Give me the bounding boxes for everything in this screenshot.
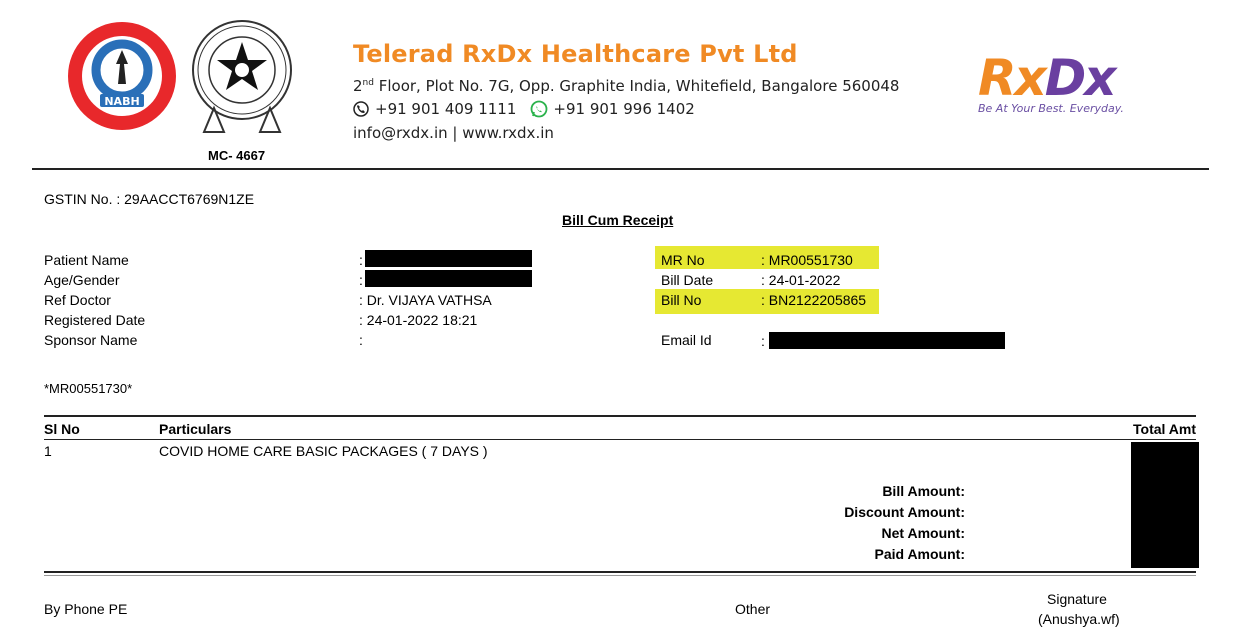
ref-doctor-label: Ref Doctor <box>44 292 111 308</box>
age-gender-label: Age/Gender <box>44 272 120 288</box>
patient-name-colon: : <box>359 252 363 268</box>
discount-amount-label: Discount Amount: <box>844 504 965 520</box>
row-slno: 1 <box>44 443 52 459</box>
company-contact: info@rxdx.in | www.rxdx.in <box>353 124 554 142</box>
bill-date-value: : 24-01-2022 <box>761 272 841 288</box>
bill-date-label: Bill Date <box>661 272 714 288</box>
address-floor-suffix: nd <box>362 78 374 88</box>
bill-amount-label: Bill Amount: <box>882 483 965 499</box>
registered-date-label: Registered Date <box>44 312 146 328</box>
rxdx-logo-part-rx: Rx <box>978 49 1045 107</box>
email-id-colon: : <box>761 333 765 349</box>
address-floor-number: 2 <box>353 77 363 95</box>
nabh-text: NABH <box>104 95 140 108</box>
sponsor-name-label: Sponsor Name <box>44 332 138 348</box>
rxdx-logo-wordmark <box>978 49 1115 107</box>
rxdx-tagline: Be At Your Best. Everyday. <box>978 102 1124 115</box>
col-header-total-amt: Total Amt <box>1133 421 1196 437</box>
bill-no-value: : BN2122205865 <box>761 292 867 308</box>
gstin: GSTIN No. : 29AACCT6769N1ZE <box>44 191 255 207</box>
rxdx-logo-part-dx: Dx <box>1044 49 1115 107</box>
whatsapp-number: +91 901 996 1402 <box>553 100 695 118</box>
table-header-line <box>44 439 1196 440</box>
barcode-text: *MR00551730* <box>44 381 133 396</box>
company-address <box>353 77 899 95</box>
age-gender-colon: : <box>359 272 363 288</box>
header-divider <box>32 168 1209 170</box>
table-top-line <box>44 415 1196 417</box>
email-id-redacted <box>769 332 1005 349</box>
council-seal <box>190 16 294 142</box>
signature-label: Signature <box>1047 591 1107 607</box>
phone-number: +91 901 409 1111 <box>375 100 517 118</box>
table-bottom-line-thin <box>44 575 1196 576</box>
age-gender-redacted <box>365 270 532 287</box>
bill-no-label: Bill No <box>661 292 702 308</box>
email-id-label: Email Id <box>661 332 712 348</box>
seal-number: MC- 4667 <box>208 148 266 163</box>
company-name: Telerad RxDx Healthcare Pvt Ltd <box>353 40 798 68</box>
payment-mode: By Phone PE <box>44 601 128 617</box>
ref-doctor-value: : Dr. VIJAYA VATHSA <box>359 292 492 308</box>
nabh-logo <box>66 20 178 132</box>
registered-date-value: : 24-01-2022 18:21 <box>359 312 478 328</box>
sponsor-name-value: : <box>359 332 363 348</box>
net-amount-label: Net Amount: <box>881 525 965 541</box>
total-amount-redacted <box>1131 442 1199 568</box>
doc-title: Bill Cum Receipt <box>562 212 674 228</box>
paid-amount-label: Paid Amount: <box>874 546 965 562</box>
whatsapp-icon <box>530 100 548 118</box>
row-particulars: COVID HOME CARE BASIC PACKAGES ( 7 DAYS ) <box>159 443 488 459</box>
phone-icon <box>353 101 369 117</box>
patient-name-redacted <box>365 250 532 267</box>
rxdx-brand-logo <box>978 50 1128 130</box>
signer-name: (Anushya.wf) <box>1038 611 1120 627</box>
rxdx-logo-text <box>978 50 1128 106</box>
mr-no-label: MR No <box>661 252 705 268</box>
company-phones <box>353 100 695 118</box>
address-rest: Floor, Plot No. 7G, Opp. Graphite India, Whitefield, Bangalore 560048 <box>373 77 900 95</box>
table-bottom-line <box>44 571 1196 573</box>
patient-name-label: Patient Name <box>44 252 129 268</box>
col-header-particulars: Particulars <box>159 421 232 437</box>
mr-no-value: : MR00551730 <box>761 252 853 268</box>
col-header-slno: Sl No <box>44 421 80 437</box>
other-label: Other <box>735 601 771 617</box>
